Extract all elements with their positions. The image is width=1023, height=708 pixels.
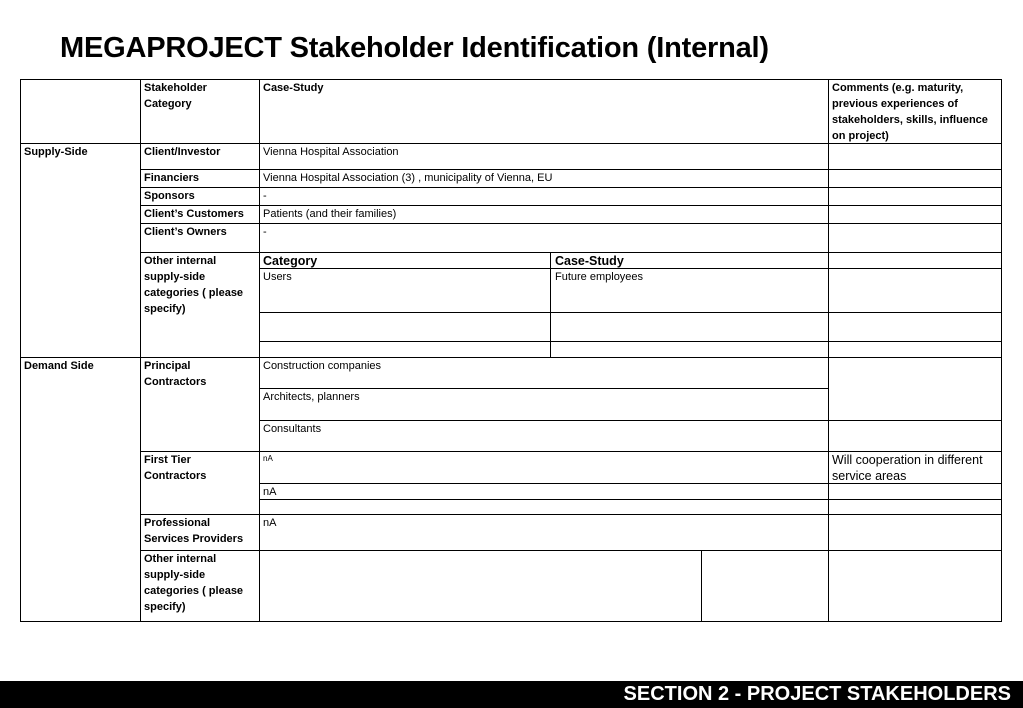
table-border-left bbox=[20, 79, 21, 622]
comment-cell: Will cooperation in different service areas bbox=[832, 453, 983, 483]
sub-case-cell: Future employees bbox=[555, 271, 644, 283]
category-cell: Sponsors bbox=[144, 190, 195, 202]
row-line bbox=[259, 312, 1002, 313]
case-cell: Vienna Hospital Association (3) , municipality of Vienna, EU bbox=[263, 172, 553, 184]
col-line bbox=[828, 79, 829, 622]
case-cell: Patients (and their families) bbox=[263, 208, 397, 220]
sub-col-line bbox=[550, 252, 551, 358]
case-cell: Vienna Hospital Association bbox=[263, 146, 399, 158]
row-line bbox=[140, 187, 1002, 188]
principal-contractors-label: Principal Contractors bbox=[144, 360, 207, 388]
sub-header-category: Category bbox=[263, 254, 318, 268]
header-stakeholder-category: Stakeholder Category bbox=[144, 82, 207, 110]
table-border-bottom bbox=[20, 621, 1002, 622]
case-cell: nA bbox=[263, 454, 273, 463]
row-line bbox=[259, 341, 1002, 342]
header-comments: Comments (e.g. maturity, previous experiences of stakeholders, skills, influence on project) bbox=[832, 82, 988, 142]
row-line bbox=[259, 420, 1002, 421]
case-cell: Architects, planners bbox=[263, 391, 360, 403]
category-cell: Financiers bbox=[144, 172, 200, 184]
sub-category-cell: Users bbox=[263, 271, 292, 283]
first-tier-label: First Tier Contractors bbox=[144, 454, 207, 482]
other-supply-label: Other internal supply-side categories ( please specify) bbox=[144, 255, 244, 315]
header-case-study: Case-Study bbox=[263, 82, 324, 94]
page-title: MEGAPROJECT Stakeholder Identification (Internal) bbox=[60, 32, 769, 64]
category-cell: Client’s Owners bbox=[144, 226, 227, 238]
demand-side-label: Demand Side bbox=[24, 360, 94, 372]
row-line bbox=[259, 499, 1002, 500]
col-line bbox=[259, 79, 260, 622]
table-border-right bbox=[1001, 79, 1002, 622]
supply-side-label: Supply-Side bbox=[24, 146, 88, 158]
sub-col-line bbox=[701, 550, 702, 622]
row-line bbox=[140, 550, 1002, 551]
other-demand-label: Other internal supply-side categories ( please specify) bbox=[144, 553, 244, 613]
case-cell: - bbox=[263, 190, 267, 202]
case-cell: Consultants bbox=[263, 423, 322, 435]
case-cell: Construction companies bbox=[263, 360, 382, 372]
category-cell: Client/Investor bbox=[144, 146, 221, 158]
category-cell: Client’s Customers bbox=[144, 208, 244, 220]
footer-section-title: SECTION 2 - PROJECT STAKEHOLDERS bbox=[623, 683, 1011, 705]
row-line bbox=[140, 223, 1002, 224]
footer-bar bbox=[0, 681, 1023, 708]
professional-services-label: Professional Services Providers bbox=[144, 517, 244, 545]
case-cell: - bbox=[263, 226, 267, 238]
col-line bbox=[140, 79, 141, 622]
case-cell: nA bbox=[263, 517, 277, 529]
case-cell: nA bbox=[263, 486, 277, 498]
sub-header-case-study: Case-Study bbox=[555, 254, 624, 268]
